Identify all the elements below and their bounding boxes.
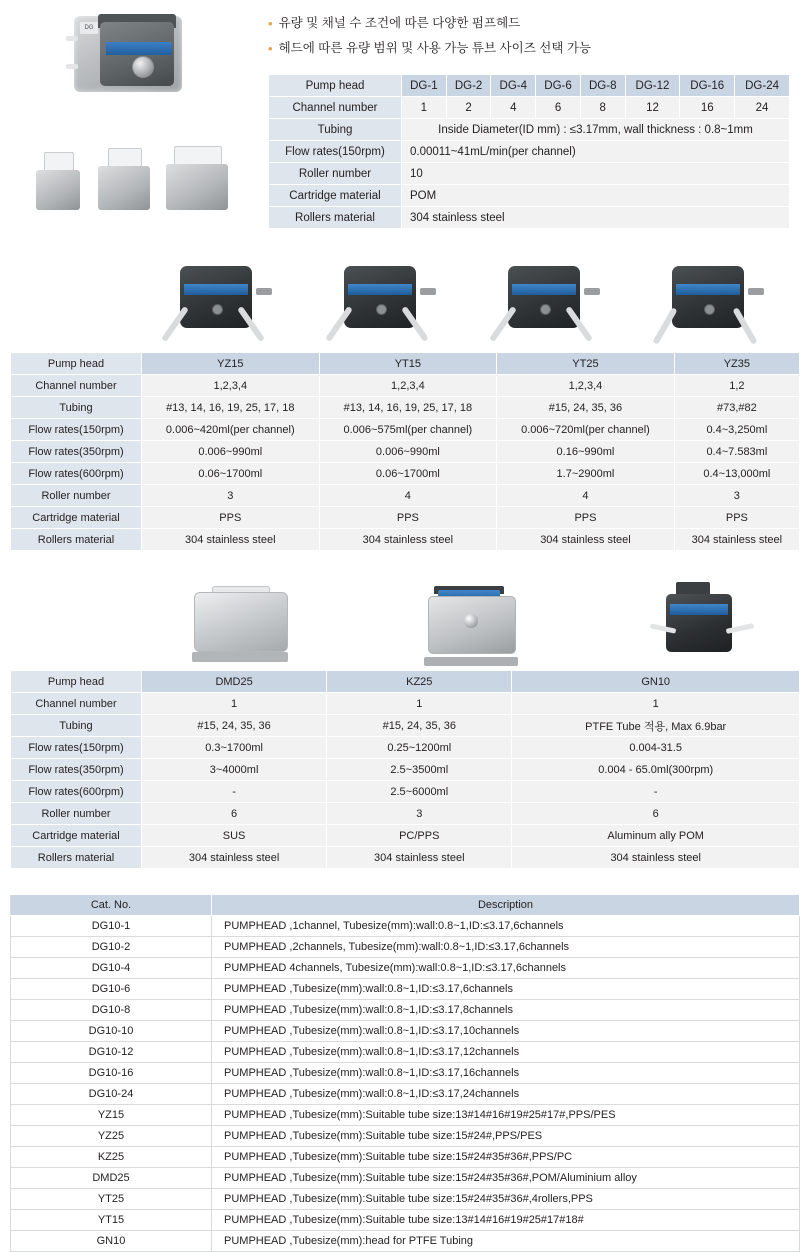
row-label: Channel number — [11, 375, 142, 397]
table-cell-cartridge: POM — [402, 185, 790, 207]
row-label: Flow rates(150rpm) — [11, 419, 142, 441]
table-row — [11, 737, 800, 759]
table-row — [11, 803, 800, 825]
table-row — [269, 75, 790, 97]
table-cell-flow150: 0.00011~41mL/min(per channel) — [402, 141, 790, 163]
catalog-description: PUMPHEAD 4channels, Tubesize(mm):wall:0.8~1,ID:≤3.17,6channels — [212, 958, 800, 979]
table-row — [11, 1063, 800, 1084]
table-row — [11, 958, 800, 979]
table-cell: 4 — [491, 97, 536, 119]
table-cell: PPS — [142, 507, 320, 529]
table-cell: 1 — [402, 97, 447, 119]
cell-dg-4: DG-4 — [491, 75, 536, 97]
table-cell: 304 stainless steel — [319, 529, 497, 551]
cell-yt25: YT25 — [497, 353, 675, 375]
catalog-number: DG10-24 — [11, 1084, 212, 1105]
table-row — [11, 715, 800, 737]
row-label: Rollers material — [269, 207, 402, 229]
table-cell: 1,2 — [674, 375, 799, 397]
table-cell: 304 stainless steel — [512, 847, 800, 869]
pump-head-photo-yz35 — [658, 264, 766, 344]
table-catalog — [10, 894, 800, 1252]
table-cell: 0.25~1200ml — [327, 737, 512, 759]
table-cell: Aluminum ally POM — [512, 825, 800, 847]
table-cell: - — [142, 781, 327, 803]
table-row — [11, 375, 800, 397]
table-cell: #15, 24, 35, 36 — [327, 715, 512, 737]
catalog-description: PUMPHEAD ,1channel, Tubesize(mm):wall:0.8~1,ID:≤3.17,6channels — [212, 916, 800, 937]
list-item — [268, 39, 788, 58]
table-cell: SUS — [142, 825, 327, 847]
table-cell: 6 — [142, 803, 327, 825]
table-dg-series — [268, 74, 790, 229]
table-row — [11, 507, 800, 529]
catalog-number: DG10-12 — [11, 1042, 212, 1063]
catalog-number: KZ25 — [11, 1147, 212, 1168]
row-label: Roller number — [269, 163, 402, 185]
pump-head-photo-kz25 — [420, 586, 525, 666]
table-row — [11, 671, 800, 693]
catalog-number: GN10 — [11, 1231, 212, 1252]
table-cell: 304 stainless steel — [497, 529, 675, 551]
catalog-description: PUMPHEAD ,Tubesize(mm):wall:0.8~1,ID:≤3.17,16channels — [212, 1063, 800, 1084]
table-row — [11, 759, 800, 781]
catalog-description: PUMPHEAD ,2channels, Tubesize(mm):wall:0.8~1,ID:≤3.17,6channels — [212, 937, 800, 958]
table-cell: PPS — [319, 507, 497, 529]
row-label: Roller number — [11, 485, 142, 507]
table-cell: 0.004-31.5 — [512, 737, 800, 759]
table-cell: 3 — [327, 803, 512, 825]
catalog-number: DG10-10 — [11, 1021, 212, 1042]
table-cell: PPS — [674, 507, 799, 529]
table-cell: 1.7~2900ml — [497, 463, 675, 485]
table-cell: 0.006~575ml(per channel) — [319, 419, 497, 441]
catalog-description: PUMPHEAD ,Tubesize(mm):wall:0.8~1,ID:≤3.17,12channels — [212, 1042, 800, 1063]
table-cell: 304 stainless steel — [327, 847, 512, 869]
table-row — [11, 1231, 800, 1252]
table-cell: 1,2,3,4 — [319, 375, 497, 397]
table-cell: 0.4~13,000ml — [674, 463, 799, 485]
cell-yz35: YZ35 — [674, 353, 799, 375]
table-cell-roller: 10 — [402, 163, 790, 185]
table-cell-tubing: Inside Diameter(ID mm) : ≤3.17mm, wall thickness : 0.8~1mm — [402, 119, 790, 141]
table-row — [11, 485, 800, 507]
catalog-description: PUMPHEAD ,Tubesize(mm):head for PTFE Tubing — [212, 1231, 800, 1252]
table-row — [11, 979, 800, 1000]
catalog-number: DG10-2 — [11, 937, 212, 958]
table-row — [11, 463, 800, 485]
table-cell: 0.06~1700ml — [319, 463, 497, 485]
table-row — [11, 1084, 800, 1105]
table-cell: 4 — [497, 485, 675, 507]
catalog-number: YZ15 — [11, 1105, 212, 1126]
catalog-description: PUMPHEAD ,Tubesize(mm):Suitable tube size:13#14#16#19#25#17#,PPS/PES — [212, 1105, 800, 1126]
table-row — [11, 916, 800, 937]
table-cell: 1,2,3,4 — [142, 375, 320, 397]
catalog-number: DG10-4 — [11, 958, 212, 979]
table-header-row — [11, 895, 800, 916]
table-cell: 3 — [142, 485, 320, 507]
catalog-number: DG10-1 — [11, 916, 212, 937]
row-label: Flow rates(150rpm) — [269, 141, 402, 163]
row-label: Pump head — [11, 671, 142, 693]
row-label: Rollers material — [11, 847, 142, 869]
table-row — [11, 397, 800, 419]
row-label: Flow rates(350rpm) — [11, 441, 142, 463]
table-cell: 16 — [680, 97, 735, 119]
table-cell-rollers-mat: 304 stainless steel — [402, 207, 790, 229]
row-label: Tubing — [269, 119, 402, 141]
pump-head-photo-variants — [30, 146, 230, 216]
bullet-text: 유량 및 채널 수 조건에 따른 다양한 펌프헤드 — [278, 16, 521, 30]
catalog-number: DG10-16 — [11, 1063, 212, 1084]
row-label: Cartridge material — [11, 507, 142, 529]
table-cell: 304 stainless steel — [674, 529, 799, 551]
cell-kz25: KZ25 — [327, 671, 512, 693]
catalog-description: PUMPHEAD ,Tubesize(mm):wall:0.8~1,ID:≤3.17,24channels — [212, 1084, 800, 1105]
row-label: Tubing — [11, 397, 142, 419]
table-row — [11, 1105, 800, 1126]
table-row — [269, 185, 790, 207]
table-cell: #13, 14, 16, 19, 25, 17, 18 — [142, 397, 320, 419]
table-row — [11, 1147, 800, 1168]
table-cell: 0.006~990ml — [319, 441, 497, 463]
catalog-description: PUMPHEAD ,Tubesize(mm):Suitable tube size:15#24#35#36#,POM/Aluminium alloy — [212, 1168, 800, 1189]
table-cell: PTFE Tube 적용, Max 6.9bar — [512, 715, 800, 737]
table-row — [11, 1210, 800, 1231]
cell-dg-1: DG-1 — [402, 75, 447, 97]
catalog-number: YT15 — [11, 1210, 212, 1231]
table-row — [11, 693, 800, 715]
table-row — [269, 207, 790, 229]
row-label: Flow rates(600rpm) — [11, 781, 142, 803]
table-row — [269, 97, 790, 119]
catalog-description: PUMPHEAD ,Tubesize(mm):wall:0.8~1,ID:≤3.17,8channels — [212, 1000, 800, 1021]
table-row — [11, 1168, 800, 1189]
cell-dg-16: DG-16 — [680, 75, 735, 97]
table-cell: #73,#82 — [674, 397, 799, 419]
pump-head-photo-yt25 — [494, 264, 602, 344]
table-cell: 2 — [446, 97, 491, 119]
column-header-description: Description — [212, 895, 800, 916]
table-cell: PPS — [497, 507, 675, 529]
cell-dg-8: DG-8 — [580, 75, 625, 97]
pump-head-photo-yz15 — [166, 264, 274, 344]
bullet-dot-icon: • — [268, 16, 273, 31]
table-row — [11, 1021, 800, 1042]
table-cell: 12 — [625, 97, 680, 119]
table-cell: 0.16~990ml — [497, 441, 675, 463]
catalog-number: DG10-8 — [11, 1000, 212, 1021]
table-row — [11, 441, 800, 463]
table-cell: 0.4~3,250ml — [674, 419, 799, 441]
row-label: Rollers material — [11, 529, 142, 551]
catalog-description: PUMPHEAD ,Tubesize(mm):Suitable tube size:15#24#35#36#,PPS/PC — [212, 1147, 800, 1168]
table-cell: 3 — [674, 485, 799, 507]
table-cell: PC/PPS — [327, 825, 512, 847]
catalog-number: DG10-6 — [11, 979, 212, 1000]
table-cell: 304 stainless steel — [142, 529, 320, 551]
catalog-description: PUMPHEAD ,Tubesize(mm):wall:0.8~1,ID:≤3.17,6channels — [212, 979, 800, 1000]
cell-gn10: GN10 — [512, 671, 800, 693]
table-cell: - — [512, 781, 800, 803]
table-row — [11, 1189, 800, 1210]
cell-dg-12: DG-12 — [625, 75, 680, 97]
cell-dmd25: DMD25 — [142, 671, 327, 693]
table-cell: 6 — [512, 803, 800, 825]
catalog-description: PUMPHEAD ,Tubesize(mm):Suitable tube size:13#14#16#19#25#17#18# — [212, 1210, 800, 1231]
table-row — [11, 781, 800, 803]
row-label: Roller number — [11, 803, 142, 825]
table-cell: 0.4~7.583ml — [674, 441, 799, 463]
table-cell: 1 — [512, 693, 800, 715]
table-cell: 24 — [735, 97, 790, 119]
table-cell: 6 — [536, 97, 581, 119]
table-row — [11, 1000, 800, 1021]
table-dmd-kz-gn-series — [10, 670, 800, 869]
row-label: Pump head — [269, 75, 402, 97]
catalog-number: YZ25 — [11, 1126, 212, 1147]
table-row — [11, 937, 800, 958]
table-cell: #13, 14, 16, 19, 25, 17, 18 — [319, 397, 497, 419]
table-cell: #15, 24, 35, 36 — [497, 397, 675, 419]
table-cell: 304 stainless steel — [142, 847, 327, 869]
table-cell: 2.5~6000ml — [327, 781, 512, 803]
list-item — [268, 14, 788, 33]
catalog-description: PUMPHEAD ,Tubesize(mm):Suitable tube size:15#24#,PPS/PES — [212, 1126, 800, 1147]
table-row — [269, 119, 790, 141]
table-cell: 0.006~720ml(per channel) — [497, 419, 675, 441]
table-row — [11, 825, 800, 847]
table-cell: #15, 24, 35, 36 — [142, 715, 327, 737]
catalog-number: DMD25 — [11, 1168, 212, 1189]
catalog-number: YT25 — [11, 1189, 212, 1210]
cell-yz15: YZ15 — [142, 353, 320, 375]
table-cell: 0.3~1700ml — [142, 737, 327, 759]
table-cell: 4 — [319, 485, 497, 507]
row-label: Channel number — [11, 693, 142, 715]
table-cell: 0.006~990ml — [142, 441, 320, 463]
table-cell: 1 — [142, 693, 327, 715]
row-label: Channel number — [269, 97, 402, 119]
cell-dg-6: DG-6 — [536, 75, 581, 97]
row-label: Pump head — [11, 353, 142, 375]
table-row — [11, 1042, 800, 1063]
bullet-text: 헤드에 따른 유량 범위 및 사용 가능 튜브 사이즈 선택 가능 — [278, 41, 592, 55]
table-cell: 0.004 - 65.0ml(300rpm) — [512, 759, 800, 781]
table-cell: 0.06~1700ml — [142, 463, 320, 485]
table-cell: 3~4000ml — [142, 759, 327, 781]
table-yz-yt-series — [10, 352, 800, 551]
feature-bullet-list — [268, 14, 788, 64]
cell-dg-24: DG-24 — [735, 75, 790, 97]
cell-yt15: YT15 — [319, 353, 497, 375]
pump-head-photo-main: DG — [62, 6, 197, 102]
table-cell: 0.006~420ml(per channel) — [142, 419, 320, 441]
row-label: Cartridge material — [11, 825, 142, 847]
row-label: Flow rates(150rpm) — [11, 737, 142, 759]
table-cell: 1 — [327, 693, 512, 715]
table-row — [11, 529, 800, 551]
row-label: Cartridge material — [269, 185, 402, 207]
column-header-catno: Cat. No. — [11, 895, 212, 916]
table-row — [11, 847, 800, 869]
pump-head-photo-gn10 — [650, 582, 755, 666]
row-label: Tubing — [11, 715, 142, 737]
table-cell: 1,2,3,4 — [497, 375, 675, 397]
bullet-dot-icon: • — [268, 41, 273, 56]
catalog-description: PUMPHEAD ,Tubesize(mm):Suitable tube size:15#24#35#36#,4rollers,PPS — [212, 1189, 800, 1210]
table-row — [269, 141, 790, 163]
table-cell: 8 — [580, 97, 625, 119]
table-row — [11, 419, 800, 441]
cell-dg-2: DG-2 — [446, 75, 491, 97]
table-row — [269, 163, 790, 185]
row-label: Flow rates(600rpm) — [11, 463, 142, 485]
pump-head-photo-dmd25 — [186, 586, 296, 664]
table-cell: 2.5~3500ml — [327, 759, 512, 781]
pump-head-photo-yt15 — [330, 264, 438, 344]
row-label: Flow rates(350rpm) — [11, 759, 142, 781]
table-row — [11, 1126, 800, 1147]
table-row — [11, 353, 800, 375]
catalog-description: PUMPHEAD ,Tubesize(mm):wall:0.8~1,ID:≤3.17,10channels — [212, 1021, 800, 1042]
